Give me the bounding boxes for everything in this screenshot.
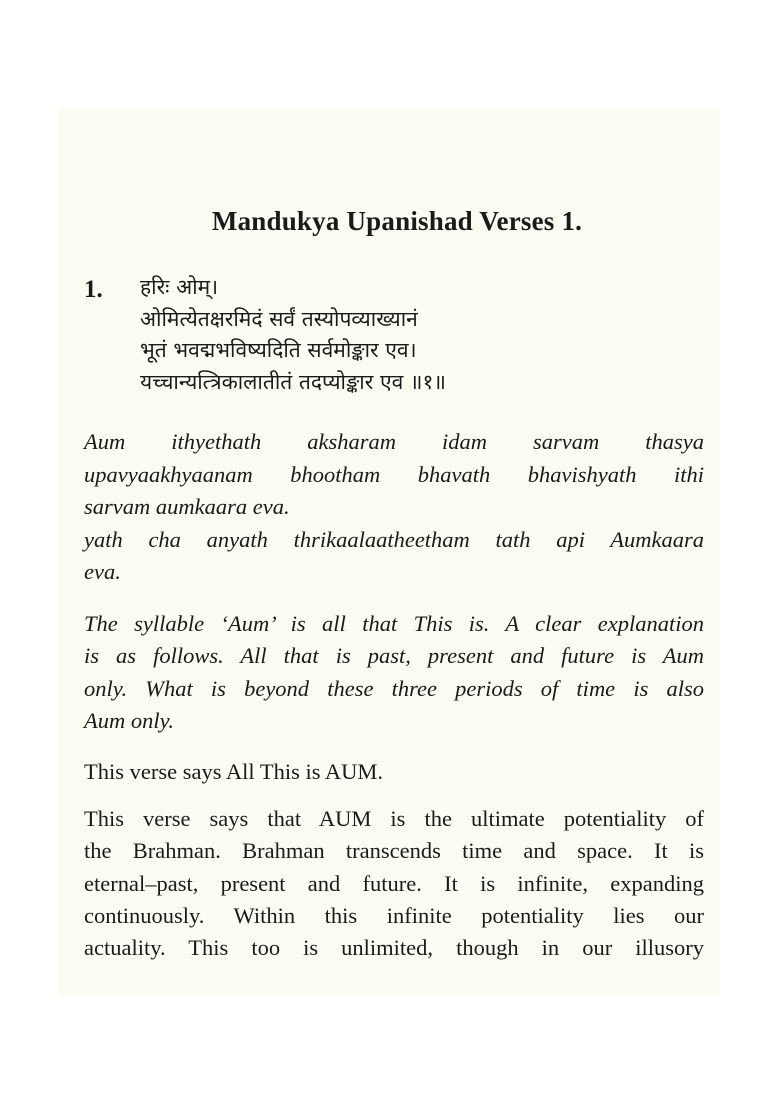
sanskrit-line: हरिः ओम्। — [140, 275, 219, 299]
translation-paragraph — [84, 608, 704, 737]
translation-line: Aum only. — [84, 707, 174, 733]
transliteration-line: upavyaakhyaanam bhootham bhavath bhavishyath ithi — [84, 461, 704, 487]
sanskrit-line: यच्चान्यत्त्रिकालातीतं तदप्योङ्कार एव ॥१॥ — [140, 369, 447, 394]
sanskrit-line: ओमित्येतक्षरमिदं सर्वं तस्योपव्याख्यानं — [140, 306, 418, 331]
summary-paragraph: This verse says All This is AUM. — [84, 759, 383, 784]
transliteration-line: yath cha anyath thrikaalaatheetham tath api Aumkaara — [84, 526, 704, 552]
commentary-line: This verse says that AUM is the ultimate potentiality of — [84, 806, 704, 831]
verse-number: 1. — [84, 276, 103, 303]
sanskrit-line: भूतं भवद्मभविष्यदिति सर्वमोङ्कार एव। — [140, 338, 417, 362]
transliteration-paragraph — [84, 426, 704, 589]
transliteration-line: sarvam aumkaara eva. — [84, 494, 290, 519]
transliteration-line: Aum ithyethath aksharam idam sarvam thasya — [84, 429, 704, 454]
transliteration-line: eva. — [84, 559, 121, 584]
commentary-line: actuality. This too is unlimited, though in our illusory — [84, 935, 704, 961]
commentary-paragraph — [84, 803, 704, 964]
commentary-line: continuously. Within this infinite potentiality lies our — [84, 902, 704, 928]
sanskrit-text — [140, 272, 710, 398]
page-title: Mandukya Upanishad Verses 1. — [211, 206, 583, 236]
commentary-line: eternal–past, present and future. It is infinite, expanding — [84, 870, 704, 896]
translation-line: only. What is beyond these three periods of time is also — [84, 675, 704, 701]
commentary-line: the Brahman. Brahman transcends time and space. It is — [84, 838, 704, 864]
translation-line: is as follows. All that is past, present and future is Aum — [84, 643, 704, 669]
translation-line: The syllable ‘Aum’ is all that This is. A clear explanation — [84, 611, 704, 636]
